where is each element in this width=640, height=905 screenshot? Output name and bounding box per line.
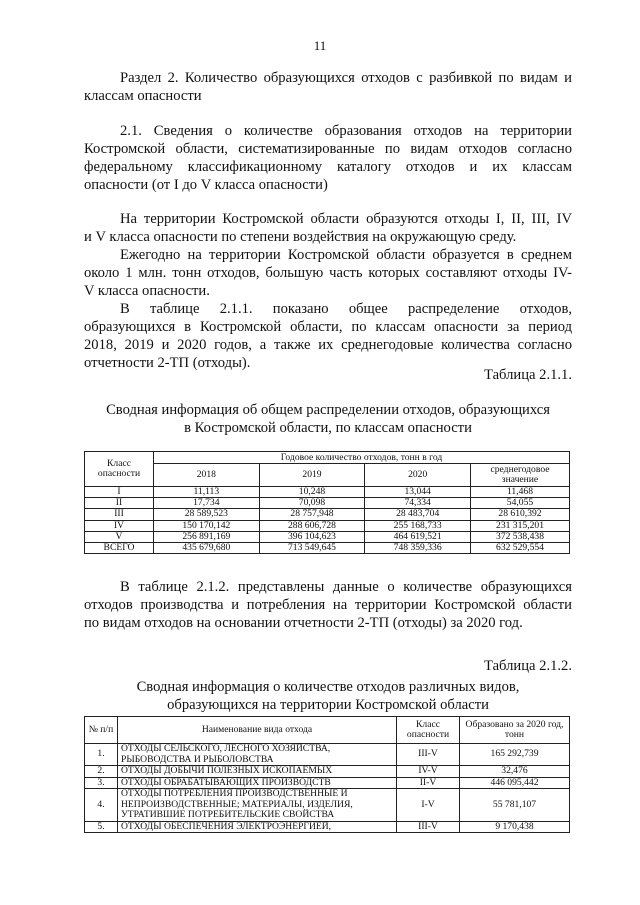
body-line: образующихся в Костромской области, по классам опасности за период — [84, 319, 572, 335]
cell-class: I-V — [397, 789, 460, 822]
cell-value: 11,468 — [471, 487, 570, 498]
cell-class: IV — [85, 520, 154, 531]
col-year-header: 2018 — [154, 464, 260, 487]
cell-value: 464 619,521 — [365, 531, 471, 542]
cell-value: 11,113 — [154, 487, 260, 498]
cell-num: 3. — [85, 777, 118, 789]
cell-class: II — [85, 498, 154, 509]
cell-class: I — [85, 487, 154, 498]
table-row — [85, 766, 570, 778]
cell-value: 256 891,169 — [154, 531, 260, 542]
body-line: Ежегодно на территории Костромской области образуется в среднем — [120, 247, 572, 263]
table1-title-line2: в Костромской области, по классам опасности — [184, 420, 472, 436]
cell-value: 10,248 — [259, 487, 365, 498]
body-line: В таблице 2.1.2. представлены данные о количестве образующихся — [120, 579, 572, 595]
body-line: 2018, 2019 и 2020 годов, а также их среднегодовые количества согласно — [84, 337, 572, 353]
table-row-total — [85, 542, 570, 553]
col-year-header: 2020 — [365, 464, 471, 487]
cell-name: ОТХОДЫ ОБРАБАТЫВАЮЩИХ ПРОИЗВОДСТВ — [118, 777, 397, 789]
table1-label: Таблица 2.1.1. — [484, 367, 572, 383]
cell-amount: 165 292,739 — [460, 744, 570, 766]
table-row — [85, 821, 570, 833]
cell-name: ОТХОДЫ ДОБЫЧИ ПОЛЕЗНЫХ ИСКОПАЕМЫХ — [118, 766, 397, 778]
cell-value: 231 315,201 — [471, 520, 570, 531]
cell-class: III — [85, 509, 154, 520]
cell-value: 13,044 — [365, 487, 471, 498]
cell-value: 74,334 — [365, 498, 471, 509]
body-line: На территории Костромской области образуются отходы I, II, III, IV — [120, 211, 572, 227]
body-line: отходов производства и потребления на территории Костромской области — [84, 597, 572, 613]
body-line: около 1 млн. тонн отходов, большую часть которых составляют отходы IV- — [84, 265, 572, 281]
table-row — [85, 487, 570, 498]
body-line: по видам отходов на основании отчетности 2-ТП (отходы) за 2020 год. — [84, 615, 523, 631]
cell-class: III-V — [397, 744, 460, 766]
cell-amount: 55 781,107 — [460, 789, 570, 822]
table-row — [85, 789, 570, 822]
page-number: 11 — [313, 38, 327, 53]
cell-class: ВСЕГО — [85, 542, 154, 553]
col-avg-header: среднегодовое значение — [471, 464, 570, 487]
table2-title-line1: Сводная информация о количестве отходов различных видов, — [136, 679, 520, 695]
cell-name: ОТХОДЫ ПОТРЕБЛЕНИЯ ПРОИЗВОДСТВЕННЫЕ И НЕПРОИЗВОДСТВЕННЫЕ; МАТЕРИАЛЫ, ИЗДЕЛИЯ, УТРАТИВШИЕ ПОТРЕБИТЕЛЬСКИЕ СВОЙСТВА — [118, 789, 397, 822]
table-row — [85, 520, 570, 531]
col-class-header: Класс опасности — [85, 452, 154, 487]
table-row — [85, 531, 570, 542]
col-year-header: 2019 — [259, 464, 365, 487]
cell-class: III-V — [397, 821, 460, 833]
cell-class: V — [85, 531, 154, 542]
cell-amount: 32,476 — [460, 766, 570, 778]
cell-value: 70,098 — [259, 498, 365, 509]
table-row — [85, 744, 570, 766]
waste-types-table — [84, 716, 570, 833]
table-row — [85, 509, 570, 520]
section-heading — [84, 69, 572, 87]
cell-class: II-V — [397, 777, 460, 789]
cell-value: 28 589,523 — [154, 509, 260, 520]
table2-label: Таблица 2.1.2. — [484, 658, 572, 674]
cell-amount: 9 170,438 — [460, 821, 570, 833]
cell-value: 372 538,438 — [471, 531, 570, 542]
cell-value: 396 104,623 — [259, 531, 365, 542]
table1-title-line1: Сводная информация об общем распределении отходов, образующихся — [106, 402, 550, 418]
col-class-header: Класс опасности — [397, 717, 460, 744]
subsection-heading-line: 2.1. Сведения о количестве образования отходов на территории — [120, 123, 572, 139]
group-header: Годовое количество отходов, тонн в год — [154, 452, 570, 464]
body-line: и V класса опасности по степени воздействия на окружающую среду. — [84, 229, 517, 245]
cell-num: 2. — [85, 766, 118, 778]
hazard-class-table — [84, 451, 570, 554]
section-heading-line2: классам опасности — [84, 88, 202, 104]
cell-name: ОТХОДЫ ОБЕСПЕЧЕНИЯ ЭЛЕКТРОЭНЕРГИЕЙ, — [118, 821, 397, 833]
cell-class: IV-V — [397, 766, 460, 778]
cell-num: 5. — [85, 821, 118, 833]
col-amount-header: Образовано за 2020 год, тонн — [460, 717, 570, 744]
subsection-heading-line: Костромской области, систематизированные по видам отходов согласно — [84, 141, 572, 157]
section-heading-line1: Раздел 2. Количество образующихся отходов с разбивкой по видам и — [120, 70, 572, 86]
cell-value: 28 483,704 — [365, 509, 471, 520]
subsection-heading-line: опасности (от I до V класса опасности) — [84, 177, 328, 193]
cell-value: 17,734 — [154, 498, 260, 509]
cell-value: 748 359,336 — [365, 542, 471, 553]
cell-value: 255 168,733 — [365, 520, 471, 531]
cell-value: 288 606,728 — [259, 520, 365, 531]
col-num-header: № п/п — [85, 717, 118, 744]
cell-value: 632 529,554 — [471, 542, 570, 553]
subsection-heading-line: федеральному классификационному каталогу отходов и их классам — [84, 159, 572, 175]
cell-amount: 446 095,442 — [460, 777, 570, 789]
cell-num: 1. — [85, 744, 118, 766]
cell-name: ОТХОДЫ СЕЛЬСКОГО, ЛЕСНОГО ХОЗЯЙСТВА, РЫБОВОДСТВА И РЫБОЛОВСТВА — [118, 744, 397, 766]
col-name-header: Наименование вида отхода — [118, 717, 397, 744]
body-line: В таблице 2.1.1. показано общее распределение отходов, — [120, 301, 572, 317]
cell-value: 54,055 — [471, 498, 570, 509]
cell-value: 713 549,645 — [259, 542, 365, 553]
table2-title-line2: образующихся на территории Костромской области — [167, 697, 489, 713]
body-line: отчетности 2-ТП (отходы). — [84, 355, 251, 371]
cell-value: 435 679,680 — [154, 542, 260, 553]
cell-value: 150 170,142 — [154, 520, 260, 531]
cell-value: 28 610,392 — [471, 509, 570, 520]
cell-num: 4. — [85, 789, 118, 822]
cell-value: 28 757,948 — [259, 509, 365, 520]
body-line: V класса опасности. — [84, 283, 210, 299]
table-row — [85, 777, 570, 789]
table-row — [85, 498, 570, 509]
